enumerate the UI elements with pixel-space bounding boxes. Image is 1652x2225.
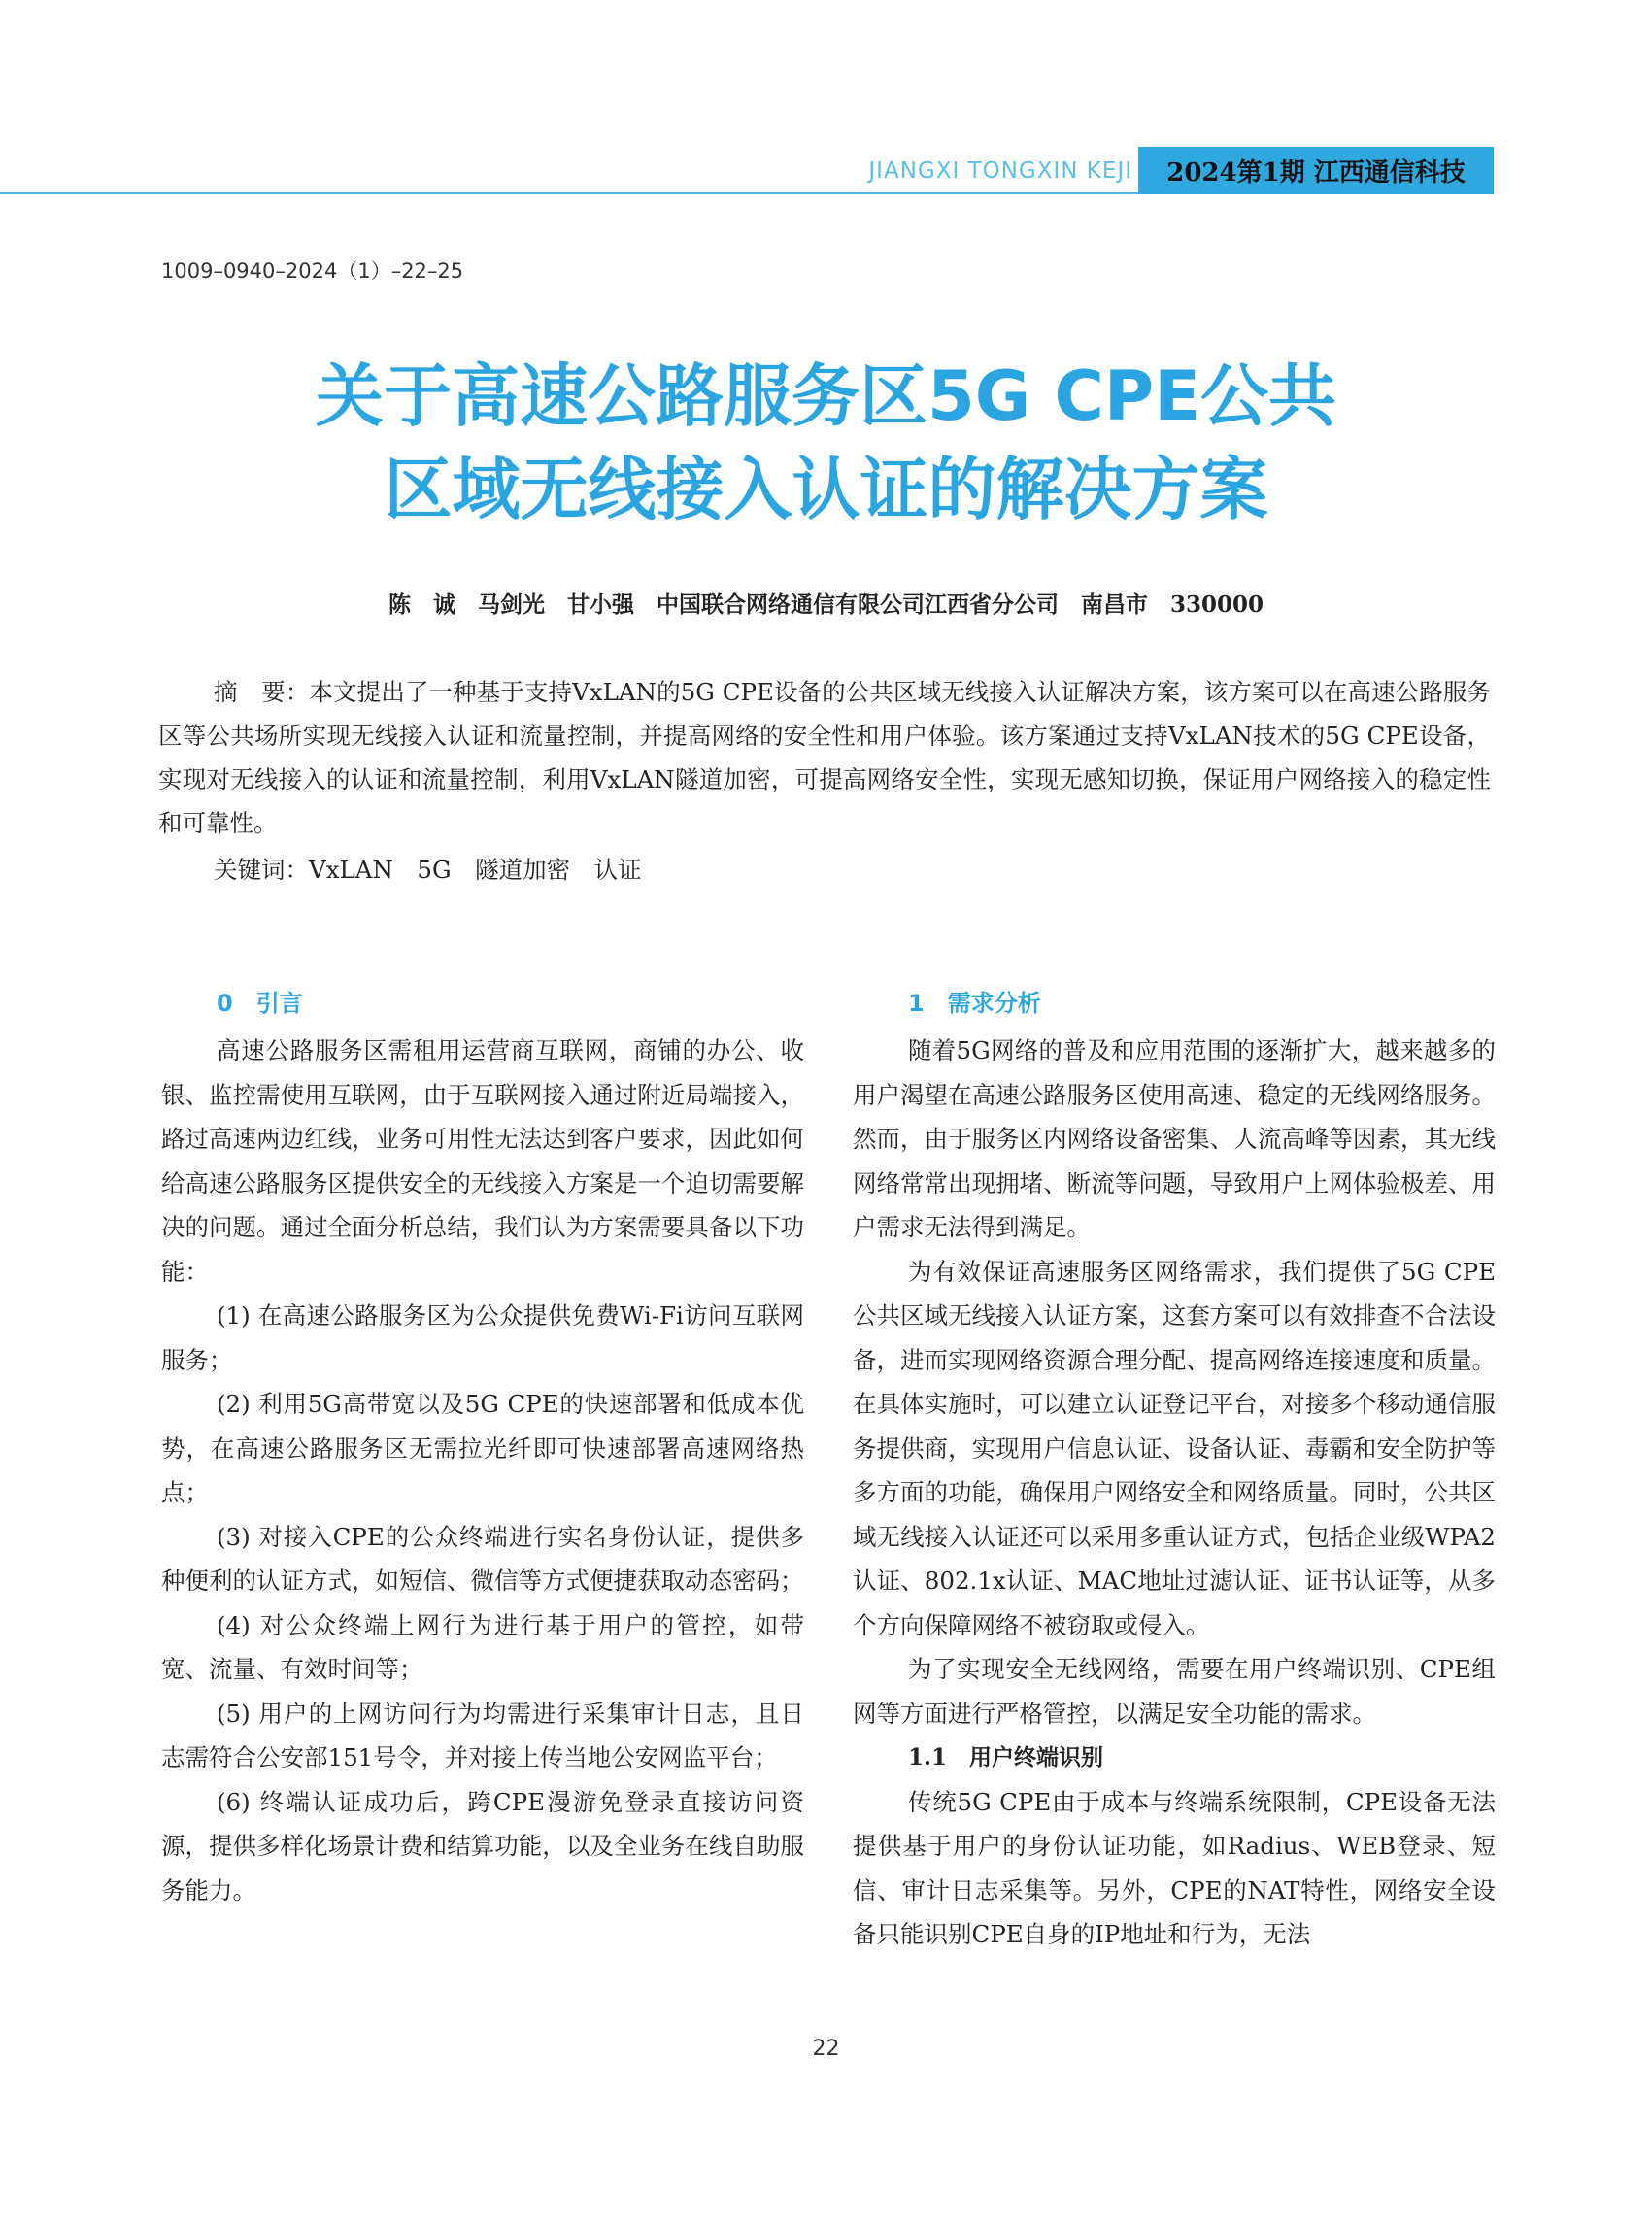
article-title [136,350,1516,536]
paragraph: 为了实现安全无线网络，需要在用户终端识别、CPE组网等方面进行严格管控，以满足安全功能的需求。 [853,1655,1496,1728]
section-heading-requirements: 1 需求分析 [908,990,1041,1017]
page-number: 22 [812,2037,840,2061]
title-line-1: 关于高速公路服务区5G CPE公共 [315,356,1337,436]
subsection-heading-terminal-identification: 1.1 用户终端识别 [908,1744,1104,1770]
abstract-text: 摘 要：本文提出了一种基于支持VxLAN的5G CPE设备的公共区域无线接入认证解决方案，该方案可以在高速公路服务区等公共场所实现无线接入认证和流量控制，并提高网络的安全性和用户体验。该方案通过支持VxLAN技术的5G CPE设备，实现对无线接入的认证和流量控制，利用VxLAN隧道加密，可提高网络安全性，实现无感知切换，保证用户网络接入的稳定性和可靠性。 [158,678,1491,837]
list-item: (4) 对公众终端上网行为进行基于用户的管控，如带宽、流量、有效时间等； [161,1610,804,1683]
abstract [158,670,1491,845]
paragraph: 为有效保证高速服务区网络需求，我们提供了5G CPE公共区域无线接入认证方案，这套方案可以有效排查不合法设备，进而实现网络资源合理分配、提高网络连接速度和质量。在具体实施时，可以建立认证登记平台，对接多个移动通信服务提供商，实现用户信息认证、设备认证、毒霸和安全防护等多方面的功能，确保用户网络安全和网络质量。同时，公共区域无线接入认证还可以采用多重认证方式，包括企业级WPA2认证、802.1x认证、MAC地址过滤认证、证书认证等，从多个方向保障网络不被窃取或侵入。 [853,1257,1496,1639]
section-heading-introduction: 0 引言 [217,990,303,1017]
list-item: (1) 在高速公路服务区为公众提供免费Wi-Fi访问互联网服务； [161,1301,804,1374]
paragraph: 随着5G网络的普及和应用范围的逐渐扩大，越来越多的用户渴望在高速公路服务区使用高速、稳定的无线网络服务。然而，由于服务区内网络设备密集、人流高峰等因素，其无线网络常常出现拥堵、断流等问题，导致用户上网体验极差、用户需求无法得到满足。 [853,1036,1496,1241]
right-column [853,978,1496,1957]
keywords: 关键词：VxLAN 5G 隧道加密 认证 [214,856,642,884]
left-column [161,978,804,1912]
list-item: (3) 对接入CPE的公众终端进行实名身份认证，提供多种便利的认证方式，如短信、微信等方式便捷获取动态密码； [161,1522,804,1595]
title-line-2: 区域无线接入认证的解决方案 [384,450,1268,529]
list-item: (2) 利用5G高带宽以及5G CPE的快速部署和低成本优势，在高速公路服务区无需拉光纤即可快速部署高速网络热点； [161,1390,804,1506]
list-item: (6) 终端认证成功后，跨CPE漫游免登录直接访问资源，提供多样化场景计费和结算功能，以及全业务在线自助服务能力。 [161,1787,804,1905]
paragraph: 高速公路服务区需租用运营商互联网，商铺的办公、收银、监控需使用互联网，由于互联网接入通过附近局端接入，路过高速两边红线，业务可用性无法达到客户要求，因此如何给高速公路服务区提供安全的无线接入方案是一个迫切需要解决的问题。通过全面分析总结，我们认为方案需要具备以下功能： [161,1036,804,1286]
issue-badge: 2024第1期 江西通信科技 [1138,147,1494,194]
journal-latin-name: JIANGXI TONGXIN KEJI [868,158,1132,184]
paragraph: 传统5G CPE由于成本与终端系统限制，CPE设备无法提供基于用户的身份认证功能，如Radius、WEB登录、短信、审计日志采集等。另外，CPE的NAT特性，网络安全设备只能识别CPE自身的IP地址和行为，无法 [853,1787,1496,1948]
article-code: 1009–0940–2024（1）–22–25 [161,259,464,283]
author-affiliation: 陈 诚 马剑光 甘小强 中国联合网络通信有限公司江西省分公司 南昌市 330000 [388,591,1264,618]
list-item: (5) 用户的上网访问行为均需进行采集审计日志，且日志需符合公安部151号令，并对接上传当地公安网监平台； [161,1699,804,1771]
